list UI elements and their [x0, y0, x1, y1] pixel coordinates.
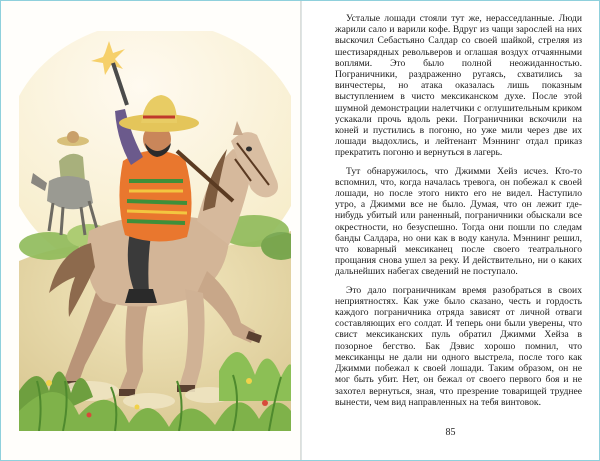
paragraph-1: Усталые лошади стояли тут же, нерасседланные. Люди жарили сало и варили кофе. Вдруг из чащи зарослей на них выскочил Себастьяно Салдар со своей шайкой, стреляя из шестизарядных револьверов и оглашая воздух отчаянными воплями. Это было полной неожиданностью. Пограничники, раздраженно ругаясь, схватились за винчестеры, но атака оказалась лишь показным выступлением в чисто мексиканском духе. После этой шумной демонстрации налетчики с оглушительным криком ускакали прочь вдоль реки. Пограничники вскочили на коней и пустились в погоню, но уже мили через две их лошади выдохлись, и лейтенант Мэннинг отдал приказ прекратить погоню и вернуться в лагерь.	[335, 13, 582, 159]
page-number: 85	[445, 427, 456, 438]
right-page	[302, 1, 599, 460]
story-text	[335, 13, 582, 415]
left-page	[1, 1, 301, 460]
illustration-horseman	[19, 31, 291, 431]
paragraph-2: Тут обнаружилось, что Джимми Хейз исчез. Кто-то вспомнил, что, когда началась тревога, он побежал к своей лошади, но после этого никто его не видел. Наступило утро, а Джимми все не было. Думая, что он лежит где-нибудь убитый или раненный, пограничники обыскали все окрестности, но безуспешно. Тогда они пошли по следам банды Салдара, но они как в воду канула. Мэннинг решил, что коварный мексиканец после своего театрального прощания снова ушел за реку. И действительно, ни о каких дальнейших набегах сведений не поступало.	[335, 165, 582, 278]
paragraph-3: Это дало пограничникам время разобраться в своих неприятностях. Как уже было сказано, честь и гордость каждого пограничника отряда зависят от личной отваги составляющих его солдат. И теперь они были уверены, что свист мексиканских пуль обратил Джимми Хейза в позорное бегство. Бак Дэвис хорошо помнил, что мексиканцы не дали ни одного выстрела, после того как Джимми побежал к своей лошади. Таким образом, он не мог быть убит. Нет, он бежал от своего первого боя и не захотел вернуться, зная, что презрение товарищей труднее вынести, чем вид направленных на тебя винтовок.	[335, 284, 582, 408]
